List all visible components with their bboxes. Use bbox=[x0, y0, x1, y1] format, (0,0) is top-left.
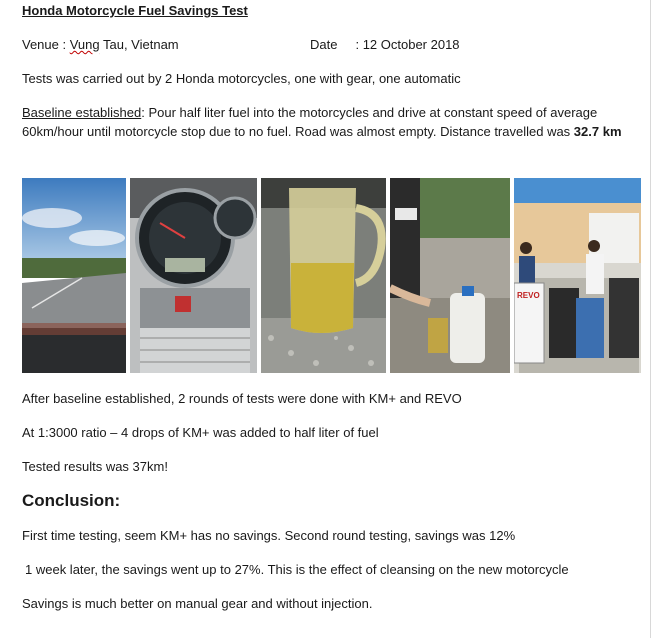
revo-banner-text: REVO bbox=[517, 291, 540, 300]
baseline-paragraph bbox=[22, 103, 632, 141]
page-edge bbox=[650, 0, 651, 638]
venue-rest: Tau, Vietnam bbox=[99, 37, 179, 52]
fuel-jug-photo bbox=[261, 178, 386, 373]
venue-city-misspelled: Vung bbox=[69, 37, 100, 52]
conclusion-heading: Conclusion: bbox=[22, 491, 121, 510]
road-photo bbox=[22, 178, 126, 373]
speedometer-photo bbox=[130, 178, 257, 373]
date-value: : 12 October 2018 bbox=[355, 37, 460, 52]
conclusion-week: 1 week later, the savings went up to 27%. This is the effect of cleansing on the new motorcycle bbox=[25, 562, 569, 577]
venue-line bbox=[22, 37, 179, 52]
date-line bbox=[310, 37, 460, 52]
fuel-bottle-photo bbox=[390, 178, 510, 373]
conclusion-first: First time testing, seem KM+ has no savings. Second round testing, savings was 12% bbox=[22, 528, 516, 543]
tested-result: Tested results was 37km! bbox=[22, 459, 168, 474]
conclusion-saving: Savings is much better on manual gear and without injection. bbox=[22, 596, 373, 611]
baseline-text: : Pour half liter fuel into the motorcycles and drive at constant speed of average 60km/hour until motorcycle stop due to no fuel. Road was almost empty. Distance travelled was bbox=[22, 105, 598, 139]
date-label: Date bbox=[310, 37, 338, 52]
after-baseline-text: After baseline established, 2 rounds of tests were done with KM+ and REVO bbox=[22, 391, 462, 406]
baseline-heading: Baseline established bbox=[22, 105, 142, 120]
baseline-distance: 32.7 km bbox=[573, 124, 622, 139]
intro-paragraph: Tests was carried out by 2 Honda motorcycles, one with gear, one automatic bbox=[22, 71, 461, 86]
document-title: Honda Motorcycle Fuel Savings Test bbox=[22, 3, 248, 18]
ratio-note: At 1:3000 ratio – 4 drops of KM+ was added to half liter of fuel bbox=[22, 425, 379, 440]
venue-label: Venue : bbox=[22, 37, 70, 52]
riders-photo bbox=[514, 178, 641, 373]
